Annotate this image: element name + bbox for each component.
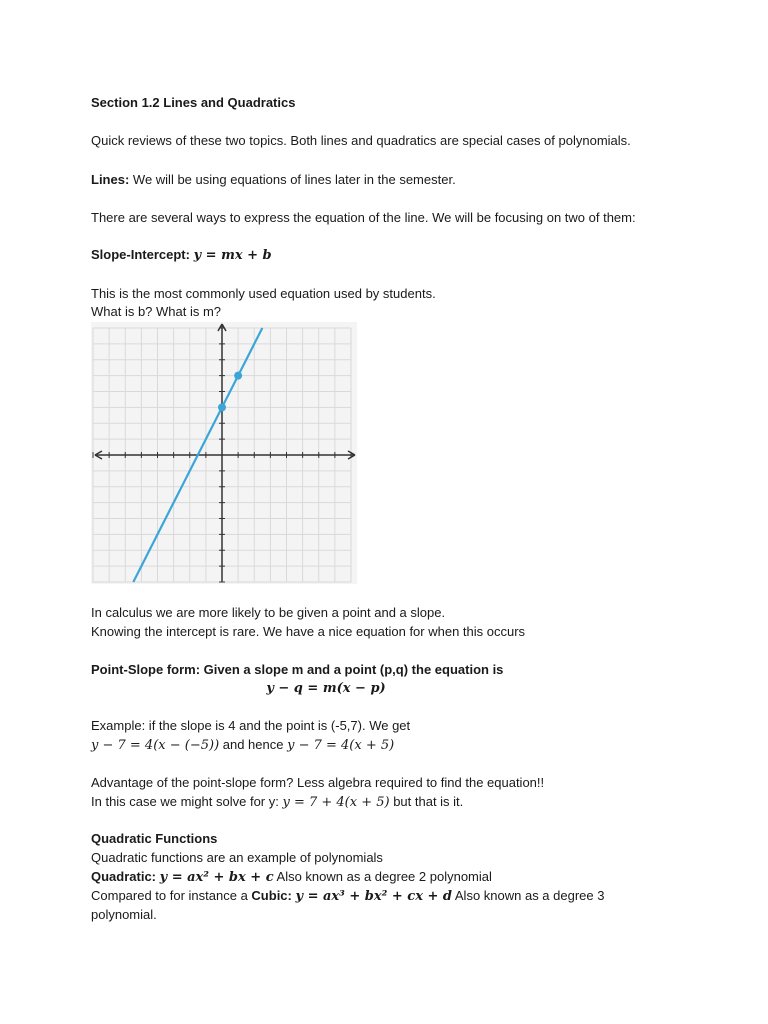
point-slope-heading: Point-Slope form: Given a slope m and a point (p,q) the equation is xyxy=(91,662,504,677)
quadratic-intro: Quadratic functions are an example of polynomials xyxy=(91,850,383,865)
common-text: This is the most commonly used equation used by students. xyxy=(91,286,436,301)
cubic-pre: Compared to for instance a xyxy=(91,888,252,903)
knowing-text: Knowing the intercept is rare. We have a nice equation for when this occurs xyxy=(91,624,526,639)
ways-text: There are several ways to express the equation of the line. We will be focusing on two of them: xyxy=(91,210,636,225)
quadratic-heading: Quadratic Functions xyxy=(91,831,218,846)
slope-intercept-equation: y = mx + b xyxy=(193,248,272,263)
graph-background xyxy=(91,322,357,584)
quadratic-equation: y = ax² + bx + c xyxy=(159,870,274,885)
cubic-equation: y = ax³ + bx² + cx + d xyxy=(295,889,452,904)
graph-point xyxy=(234,372,242,380)
solve-text: In this case we might solve for y: xyxy=(91,794,283,809)
point-slope-equation: y − q = m(x − p) xyxy=(266,681,386,696)
question-text: What is b? What is m? xyxy=(91,304,222,319)
example-and-hence: and hence xyxy=(219,737,288,752)
solve-tail: but that is it. xyxy=(389,794,464,809)
quadratic-line xyxy=(91,868,492,887)
quadratic-tail: Also known as a degree 2 polynomial xyxy=(273,869,492,884)
calculus-text: In calculus we are more likely to be given a point and a slope. xyxy=(91,605,446,620)
lines-paragraph xyxy=(91,171,456,189)
cubic-label: Cubic: xyxy=(251,888,296,903)
solve-line xyxy=(91,793,463,812)
intro-text: Quick reviews of these two topics. Both lines and quadratics are special cases of polynomials. xyxy=(91,133,631,148)
quadratic-label: Quadratic: xyxy=(91,869,160,884)
cubic-tail: Also known as a degree 3 xyxy=(451,888,605,903)
line-graph xyxy=(91,322,357,584)
example-equation-1: y − 7 = 4(x − (−5)) xyxy=(91,738,220,753)
slope-intercept-label: Slope-Intercept: xyxy=(91,247,194,262)
lines-text: We will be using equations of lines later in the semester. xyxy=(129,172,456,187)
cubic-tail-2: polynomial. xyxy=(91,907,157,922)
example-equations xyxy=(91,736,394,755)
cubic-line xyxy=(91,887,604,906)
lines-label: Lines: xyxy=(91,172,130,187)
advantage-text: Advantage of the point-slope form? Less algebra required to find the equation!! xyxy=(91,775,545,790)
section-title: Section 1.2 Lines and Quadratics xyxy=(91,95,296,110)
graph-point xyxy=(218,403,226,411)
example-text: Example: if the slope is 4 and the point is (-5,7). We get xyxy=(91,718,411,733)
solve-equation: y = 7 + 4(x + 5) xyxy=(282,795,390,810)
slope-intercept-heading xyxy=(91,246,272,265)
example-equation-2: y − 7 = 4(x + 5) xyxy=(287,738,395,753)
